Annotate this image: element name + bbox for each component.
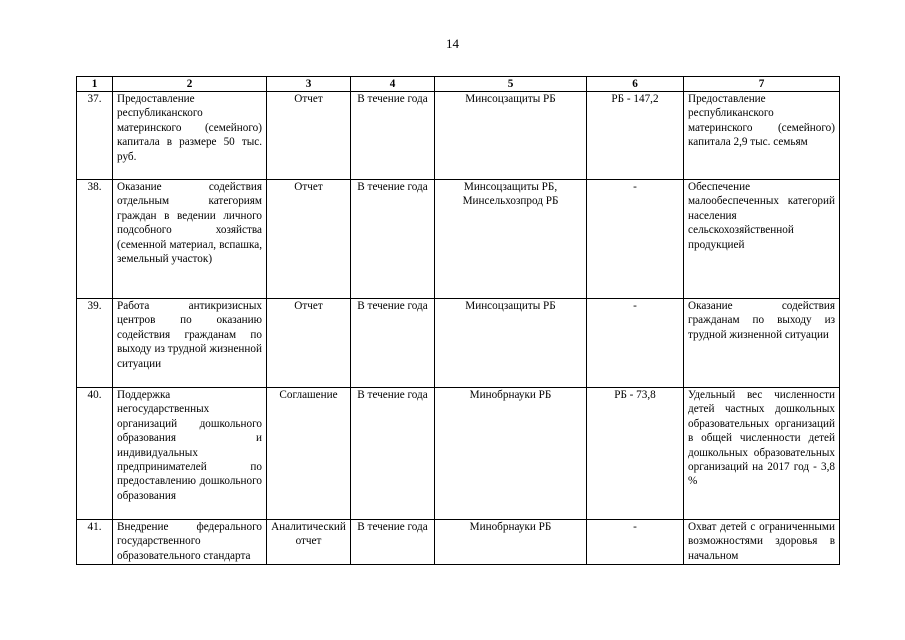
column-header: 4: [351, 77, 435, 92]
funding-cell: -: [587, 520, 684, 565]
form-cell: Отчет: [267, 180, 351, 299]
executor-cell: Минобрнауки РБ: [435, 520, 587, 565]
executor-cell: Минобрнауки РБ: [435, 388, 587, 520]
measure-cell: Предоставление республиканского материнского (семейного) капитала в размере 50 тыс. руб.: [113, 92, 267, 180]
term-cell: В течение года: [351, 388, 435, 520]
row-number: 40.: [77, 388, 113, 520]
table-row: [77, 92, 840, 180]
column-header: 6: [587, 77, 684, 92]
funding-cell: РБ - 147,2: [587, 92, 684, 180]
executor-cell: Минсоцзащиты РБ, Минсельхозпрод РБ: [435, 180, 587, 299]
measure-cell: Поддержка негосударственных организаций дошкольного образования и индивидуальных предпринимателей по предоставлению дошкольного образования: [113, 388, 267, 520]
table-row: [77, 299, 840, 388]
executor-cell: Минсоцзащиты РБ: [435, 92, 587, 180]
row-number: 39.: [77, 299, 113, 388]
funding-cell: -: [587, 299, 684, 388]
header-row: [77, 77, 840, 92]
funding-cell: РБ - 73,8: [587, 388, 684, 520]
row-number: 37.: [77, 92, 113, 180]
term-cell: В течение года: [351, 180, 435, 299]
result-cell: Предоставление республиканского материнского (семейного) капитала 2,9 тыс. семьям: [684, 92, 840, 180]
measure-cell: Оказание содействия отдельным категориям граждан в ведении личного подсобного хозяйства (семенной материал, вспашка, земельный участок): [113, 180, 267, 299]
measure-cell: Внедрение федерального государственного образовательного стандарта: [113, 520, 267, 565]
executor-cell: Минсоцзащиты РБ: [435, 299, 587, 388]
form-cell: Аналитический отчет: [267, 520, 351, 565]
measures-table: [76, 76, 840, 565]
column-header: 2: [113, 77, 267, 92]
column-header: 3: [267, 77, 351, 92]
form-cell: Отчет: [267, 92, 351, 180]
form-cell: Отчет: [267, 299, 351, 388]
column-header: 5: [435, 77, 587, 92]
result-cell: Охват детей с ограниченными возможностями здоровья в начальном: [684, 520, 840, 565]
row-number: 38.: [77, 180, 113, 299]
page-number: 14: [446, 36, 459, 51]
form-cell: Соглашение: [267, 388, 351, 520]
result-cell: Удельный вес численности детей частных дошкольных образовательных организаций в общей численности детей дошкольных образовательных организаций на 2017 год - 3,8 %: [684, 388, 840, 520]
table-row: [77, 180, 840, 299]
table-row: [77, 388, 840, 520]
row-number: 41.: [77, 520, 113, 565]
term-cell: В течение года: [351, 92, 435, 180]
column-header: 1: [77, 77, 113, 92]
term-cell: В течение года: [351, 299, 435, 388]
result-cell: Оказание содействия гражданам по выходу из трудной жизненной ситуации: [684, 299, 840, 388]
term-cell: В течение года: [351, 520, 435, 565]
measure-cell: Работа антикризисных центров по оказанию содействия гражданам по выходу из трудной жизненной ситуации: [113, 299, 267, 388]
column-header: 7: [684, 77, 840, 92]
funding-cell: -: [587, 180, 684, 299]
result-cell: Обеспечение малообеспеченных категорий населения сельскохозяйственной продукцией: [684, 180, 840, 299]
table-row: [77, 520, 840, 565]
